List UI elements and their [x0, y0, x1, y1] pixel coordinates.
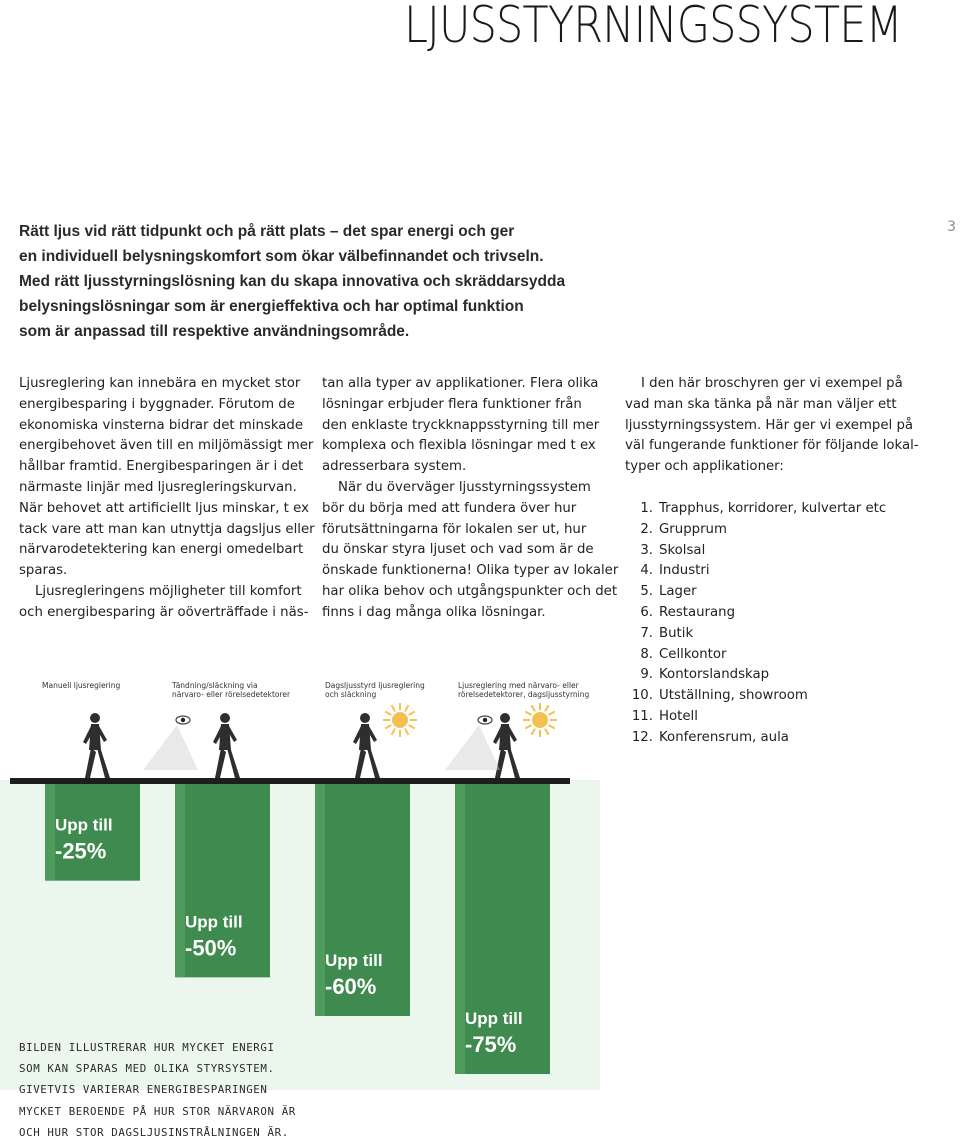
list-label: Grupprum [659, 521, 727, 537]
list-label: Butik [659, 625, 694, 641]
figure-caption [19, 1037, 296, 1143]
bar-label-line1: Upp till [465, 1009, 523, 1028]
sensor-beam [143, 725, 198, 770]
text-line: energibesparing i byggnader. Förutom de [19, 396, 295, 412]
list-item [625, 645, 886, 666]
text-line: komplexa och flexibla lösningar med t ex [322, 438, 596, 454]
caption-line: BILDEN ILLUSTRERAR HUR MYCKET ENERGI [19, 1041, 275, 1054]
sun-ray [545, 729, 549, 735]
sun-ray [385, 712, 391, 716]
sun-ray [545, 705, 549, 711]
person-head [360, 713, 370, 723]
list-number: 11. [631, 708, 653, 724]
bar-label-value: -50% [185, 935, 237, 961]
caption-line: SOM KAN SPARAS MED OLIKA STYRSYSTEM. [19, 1062, 275, 1076]
text-line: energibehovet även till en miljömässigt mer [19, 438, 314, 454]
text-line: ljusstyrningssystem. Här ger vi exempel på [625, 417, 914, 433]
bar-label-value: -75% [465, 1032, 517, 1057]
text-line: närvarodetektering kan energi omedelbart [19, 542, 304, 558]
sun-ray [525, 725, 531, 729]
person-leg [85, 748, 96, 778]
list-item [625, 624, 886, 645]
list-number: 1. [640, 501, 653, 516]
body-column-1 [19, 374, 315, 624]
saving-bar-highlight [315, 784, 325, 1016]
text-line: När behovet att artificiellt ljus minskar, t ex [19, 500, 309, 516]
list-label: Industri [659, 563, 710, 579]
list-item [625, 520, 886, 541]
list-item [625, 582, 886, 603]
text-line: Ljusregleringens möjligheter till komfort [35, 583, 302, 599]
list-item [625, 603, 886, 624]
floor-line [10, 778, 570, 784]
applications-list [625, 499, 886, 749]
walking-person-icon [353, 713, 380, 778]
page-title: LJUSSTYRNINGSSYSTEM [404, 0, 902, 54]
sun-ray [392, 705, 396, 711]
caption-line: GIVETVIS VARIERAR ENERGIBESPARINGEN [19, 1083, 268, 1097]
list-label: Kontorslandskap [659, 667, 770, 683]
list-item [625, 707, 886, 728]
text-line: önskade funktionerna! Olika typer av lokaler [322, 563, 619, 579]
sun-disc [532, 712, 548, 728]
saving-bar-highlight [175, 784, 185, 977]
list-label: Skolsal [659, 542, 706, 558]
list-number: 12. [631, 729, 653, 745]
person-head [90, 713, 100, 723]
text-line: tack vare att man kan utnyttja dagsljus eller [19, 521, 315, 537]
person-leg [97, 748, 110, 778]
scenario-label: rörelsedetektorer, dagsljusstyrning [458, 690, 590, 699]
eye-pupil [483, 718, 487, 722]
sun-ray [405, 705, 409, 711]
list-item [625, 665, 886, 686]
list-label: Cellkontor [659, 646, 727, 662]
caption-line: OCH HUR STOR DAGSLJUSINSTRÅLNINGEN ÄR. [19, 1125, 289, 1139]
list-number: 5. [640, 584, 653, 600]
bar-label-line1: Upp till [185, 912, 243, 932]
sun-ray [405, 729, 409, 735]
text-line: tan alla typer av applikationer. Flera olika [322, 376, 599, 391]
list-number: 10. [631, 688, 653, 704]
intro-line: belysningslösningar som är energieffektiva och har optimal funktion [19, 298, 524, 315]
person-head [220, 713, 230, 723]
person-leg [215, 748, 226, 778]
text-line: har olika behov och utgångspunkter och det [322, 583, 618, 599]
walking-person-icon [213, 713, 240, 778]
sensor-eye-icon [143, 716, 198, 770]
text-line: sparas. [19, 563, 68, 579]
saving-bar-highlight [455, 784, 465, 1074]
text-line: ekonomiska vinsterna bidrar det minskade [19, 417, 304, 433]
person-leg [507, 748, 520, 778]
text-line: bör du börja med att fundera över hur [322, 500, 577, 516]
intro-line: en individuell belysningskomfort som ökar välbefinnandet och trivseln. [19, 248, 544, 265]
list-number: 3. [640, 542, 653, 558]
list-number: 9. [640, 667, 653, 683]
sun-ray [532, 729, 536, 735]
text-line: förutsättningarna för lokalen ser ut, hur [322, 521, 587, 537]
text-line: den enklaste tryckknappsstyrning till mer [322, 417, 600, 433]
list-label: Utställning, showroom [659, 688, 808, 704]
text-line: väl fungerande funktioner för följande lokal- [625, 438, 919, 454]
energy-saving-illustration [0, 660, 600, 1090]
list-number: 4. [640, 563, 653, 579]
list-item [625, 728, 886, 749]
list-number: 8. [640, 646, 653, 662]
person-leg [227, 748, 240, 778]
scenario-label: närvaro- eller rörelsedetektorer [172, 690, 291, 699]
bar-label-value: -60% [325, 974, 377, 999]
text-line: finns i dag många olika lösningar. [322, 604, 546, 620]
sun-ray [409, 725, 415, 729]
text-line: adresserbara system. [322, 459, 467, 475]
sun-ray [525, 712, 531, 716]
intro-paragraph [19, 219, 619, 344]
eye-pupil [181, 718, 185, 722]
list-number: 7. [640, 625, 653, 641]
list-label: Hotell [659, 708, 698, 724]
scenario-label: Ljusreglering med närvaro- eller [458, 681, 579, 690]
sun-ray [409, 712, 415, 716]
list-label: Konferensrum, aula [659, 729, 789, 745]
person-leg [355, 748, 366, 778]
scenario-label: Manuell ljusreglering [42, 681, 121, 690]
bar-label-value: -25% [55, 838, 107, 864]
list-item [625, 686, 886, 707]
caption-line: MYCKET BEROENDE PÅ HUR STOR NÄRVARON ÄR [19, 1104, 296, 1118]
person-head [500, 713, 510, 723]
list-item [625, 541, 886, 562]
body-column-3 [625, 374, 925, 478]
text-line: och energibesparing är oöverträffade i näs- [19, 604, 309, 620]
text-line: du önskar styra ljuset och vad som är de [322, 542, 594, 558]
scenario-label: Dagsljusstyrd ljusreglering [325, 681, 425, 690]
bar-label-line1: Upp till [325, 951, 383, 970]
text-line: lösningar erbjuder flera funktioner från [322, 396, 582, 412]
list-label: Trapphus, korridorer, kulvertar etc [659, 501, 887, 516]
sensor-eye-icon [445, 716, 500, 770]
list-number: 6. [640, 604, 653, 620]
saving-bar-highlight [45, 784, 55, 881]
sun-icon [383, 703, 417, 737]
text-line: typer och applikationer: [625, 459, 784, 475]
scenario-label: och släckning [325, 690, 377, 699]
intro-line: som är anpassad till respektive användningsområde. [19, 323, 410, 340]
scenario-label: Tändning/släckning via [172, 681, 258, 690]
text-line: närmaste linjär med ljusregleringskurvan. [19, 479, 297, 495]
list-number: 2. [640, 521, 653, 537]
sun-ray [392, 729, 396, 735]
page-number: 3 [947, 219, 956, 235]
sensor-beam [445, 725, 500, 770]
text-line: I den här broschyren ger vi exempel på [641, 376, 903, 391]
saving-bar [455, 784, 550, 1074]
bar-label-line1: Upp till [55, 815, 113, 835]
sun-icon [523, 703, 557, 737]
body-column-2 [322, 374, 619, 624]
intro-line: Med rätt ljusstyrningslösning kan du skapa innovativa och skräddarsydda [19, 273, 566, 290]
list-label: Restaurang [659, 604, 736, 620]
text-line: vad man ska tänka på när man väljer ett [625, 396, 897, 412]
person-leg [367, 748, 380, 778]
sun-ray [532, 705, 536, 711]
walking-person-icon [83, 713, 110, 778]
intro-line: Rätt ljus vid rätt tidpunkt och på rätt plats – det spar energi och ger [19, 223, 515, 240]
list-label: Lager [659, 584, 697, 600]
list-item [625, 561, 886, 582]
text-line: hållbar framtid. Energibesparingen är i det [19, 459, 304, 475]
list-item [625, 499, 886, 520]
sun-ray [549, 712, 555, 716]
sun-disc [392, 712, 408, 728]
text-line: När du överväger ljusstyrningssystem [338, 479, 591, 495]
sun-ray [385, 725, 391, 729]
text-line: Ljusreglering kan innebära en mycket stor [19, 376, 301, 391]
sun-ray [549, 725, 555, 729]
